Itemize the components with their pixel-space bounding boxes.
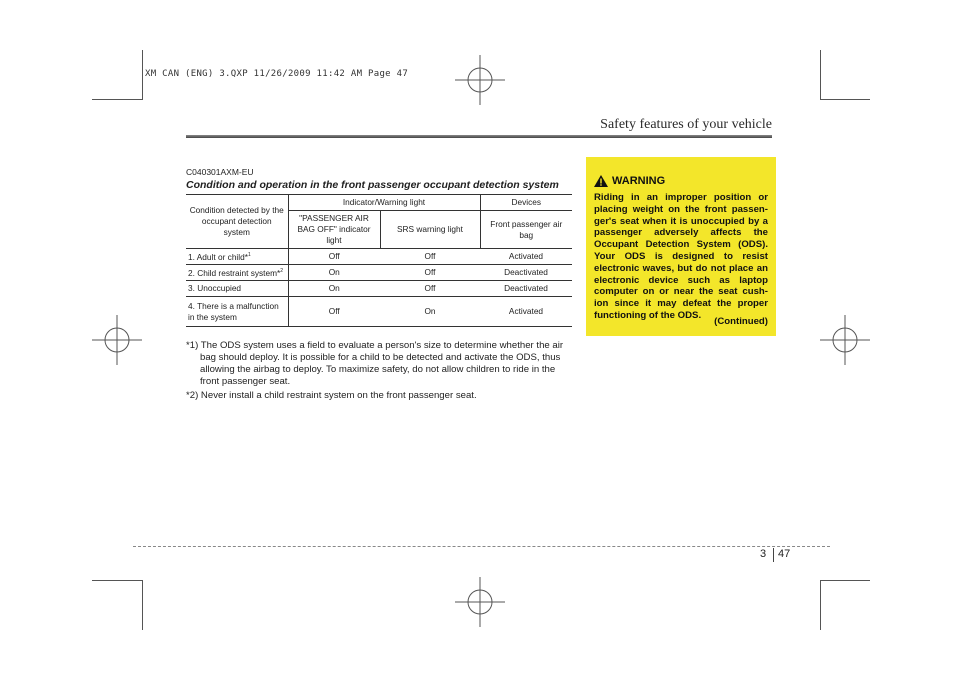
row-srs: Off [380, 249, 480, 265]
row-pab: Off [288, 249, 380, 265]
warning-box [586, 157, 776, 336]
footnote-2: *2) Never install a child restraint system on the front passenger seat. [186, 390, 477, 401]
header-pab-indicator: "PASSENGER AIR BAG OFF" indicator light [288, 211, 380, 249]
crop-mark [820, 580, 870, 581]
footer-dashed-rule [133, 546, 830, 547]
row-condition: 3. Unoccupied [186, 281, 288, 297]
warning-body: Riding in an improper position or placing weight on the front passen-ger's seat when it is unoccupied by a passenger adversely affects the Occupant Detection System (ODS). Your ODS is designed to resist electronic waves, but do not place an electronic device such as laptop computer on or near the seat cush-ion since it may defeat the proper functioning of the ODS. [594, 192, 768, 321]
header-front-airbag: Front passenger air bag [480, 211, 572, 249]
registration-mark-icon [455, 55, 505, 105]
page-number: 47 [778, 548, 791, 560]
row-srs: Off [380, 265, 480, 281]
row-front: Activated [480, 249, 572, 265]
footnotes [186, 340, 574, 404]
crop-mark [820, 99, 870, 100]
row-front: Activated [480, 297, 572, 327]
row-srs: On [380, 297, 480, 327]
title-rule [186, 135, 772, 138]
section-title: Safety features of your vehicle [600, 117, 772, 132]
row-condition: 2. Child restraint system*$^2$ [186, 265, 288, 281]
header-devices-group: Devices [480, 195, 572, 211]
row-pab: On [288, 281, 380, 297]
registration-mark-icon [455, 577, 505, 627]
table-row [186, 297, 572, 327]
table-row [186, 249, 572, 265]
crop-mark [820, 50, 821, 100]
crop-mark [92, 99, 142, 100]
table-row [186, 281, 572, 297]
warning-triangle-icon [594, 175, 608, 187]
crop-mark [142, 580, 143, 630]
registration-mark-icon [92, 315, 142, 365]
row-front: Deactivated [480, 265, 572, 281]
warning-continued: (Continued) [714, 316, 768, 327]
content-heading: Condition and operation in the front passenger occupant detection system [186, 179, 559, 191]
row-pab: On [288, 265, 380, 281]
row-front: Deactivated [480, 281, 572, 297]
section-code: C040301AXM-EU [186, 167, 254, 177]
crop-mark [820, 580, 821, 630]
footnote-1: *1) The ODS system uses a field to evaluate a person's size to determine whether the air bag should deploy. It is possible for a child to be detected and activate the ODS, thus allowing the airbag to deploy. To maximize safety, do not allow children to ride in the front passenger seat. [186, 340, 564, 387]
warning-title: WARNING [612, 175, 666, 187]
header-condition: Condition detected by the occupant detection system [186, 195, 288, 249]
table-row [186, 265, 572, 281]
registration-mark-icon [820, 315, 870, 365]
row-pab: Off [288, 297, 380, 327]
crop-mark [92, 580, 142, 581]
file-header: XM CAN (ENG) 3.QXP 11/26/2009 11:42 AM Page 47 [145, 69, 409, 79]
ods-table [186, 194, 572, 327]
crop-mark [142, 50, 143, 100]
warning-header [594, 175, 665, 187]
row-condition: 1. Adult or child*$^1$ [186, 249, 288, 265]
row-srs: Off [380, 281, 480, 297]
row-condition: 4. There is a malfunction in the system [186, 297, 288, 327]
header-indicator-group: Indicator/Warning light [288, 195, 480, 211]
page-separator [773, 548, 774, 562]
header-srs-light: SRS warning light [380, 211, 480, 249]
chapter-number: 3 [760, 548, 767, 560]
